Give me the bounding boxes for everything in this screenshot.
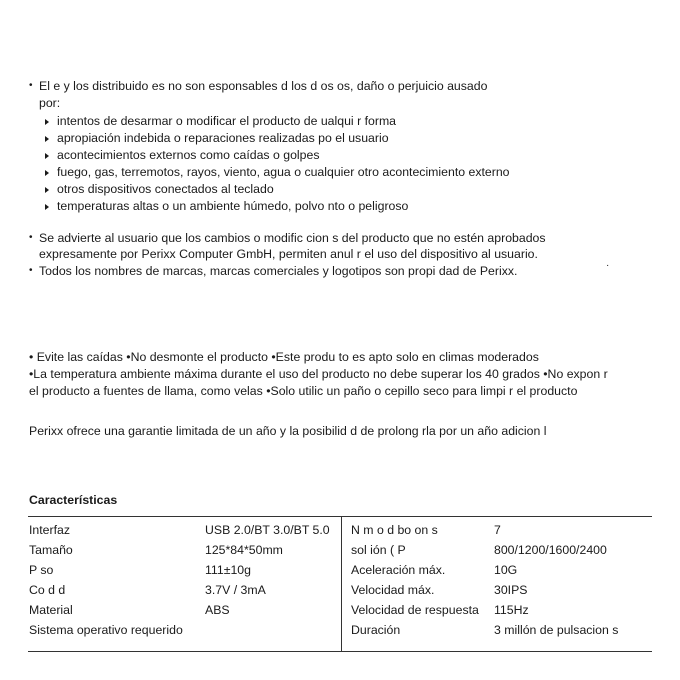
cause-item: fuego, gas, terremotos, rayos, viento, agua o cualquier otro acontecimiento externo xyxy=(57,165,510,179)
spec-value: ABS xyxy=(205,603,230,617)
specs-bottom-rule xyxy=(28,651,652,652)
spec-value: 3 millón de pulsacion s xyxy=(494,623,619,637)
arrow-bullet-icon xyxy=(45,204,49,210)
spec-label: P so xyxy=(29,563,54,577)
warranty-text: Perixx ofrece una garantie limitada de un año y la posibilid d de prolong rla por un año adicion l xyxy=(29,424,547,438)
modification-notice-cont: expresamente por Perixx Computer GmbH, permiten anul r el uso del dispositivo al usuario. xyxy=(39,247,538,261)
bullet: • xyxy=(29,80,33,91)
spec-label: Velocidad de respuesta xyxy=(351,603,479,617)
spec-value: 3.7V / 3mA xyxy=(205,583,266,597)
cause-item: intentos de desarmar o modificar el producto de ualqui r forma xyxy=(57,114,397,128)
disclaimer-intro-cont: por: xyxy=(39,96,61,110)
specs-title: Características xyxy=(29,493,118,507)
specs-top-rule xyxy=(28,516,652,517)
spec-label: Velocidad máx. xyxy=(351,583,435,597)
spec-value: 10G xyxy=(494,563,518,577)
spec-label: Duración xyxy=(351,623,401,637)
spec-label: Aceleración máx. xyxy=(351,563,446,577)
safety-line: el producto a fuentes de llama, como velas •Solo utilic un paño o cepillo seco para limpi r el producto xyxy=(29,384,578,398)
disclaimer-intro: El e y los distribuido es no son esponsables d los d os os, daño o perjuicio ausado xyxy=(39,79,488,93)
spec-label: sol ión ( P xyxy=(351,543,406,557)
cause-item: otros dispositivos conectados al teclado xyxy=(57,182,274,196)
spec-value: 30IPS xyxy=(494,583,528,597)
arrow-bullet-icon xyxy=(45,153,49,159)
bullet: • xyxy=(29,232,33,243)
spec-label: Co d d xyxy=(29,583,66,597)
spec-value: 115Hz xyxy=(494,603,529,617)
bullet: • xyxy=(29,265,33,276)
stray-mark: · xyxy=(606,260,610,271)
specs-column-divider xyxy=(341,517,342,651)
safety-line: •La temperatura ambiente máxima durante el uso del producto no debe superar los 40 grados •No expon r xyxy=(29,367,608,381)
safety-line: • Evite las caídas •No desmonte el producto •Este produ to es apto solo en climas moderados xyxy=(29,350,539,364)
spec-label: Material xyxy=(29,603,73,617)
arrow-bullet-icon xyxy=(45,136,49,142)
spec-value: 125*84*50mm xyxy=(205,543,283,557)
spec-value: 800/1200/1600/2400 xyxy=(494,543,607,557)
spec-label: N m o d bo on s xyxy=(351,523,438,537)
spec-label: Sistema operativo requerido xyxy=(29,623,183,637)
spec-value: USB 2.0/BT 3.0/BT 5.0 xyxy=(205,523,330,537)
arrow-bullet-icon xyxy=(45,170,49,176)
cause-item: apropiación indebida o reparaciones realizadas po el usuario xyxy=(57,131,389,145)
spec-value: 7 xyxy=(494,523,501,537)
cause-item: temperaturas altas o un ambiente húmedo, polvo nto o peligroso xyxy=(57,199,409,213)
spec-label: Tamaño xyxy=(29,543,73,557)
modification-notice: Se advierte al usuario que los cambios o modific cion s del producto que no estén aprobados xyxy=(39,231,546,245)
spec-value: 111±10g xyxy=(205,563,251,577)
spec-label: Interfaz xyxy=(29,523,71,537)
cause-item: acontecimientos externos como caídas o golpes xyxy=(57,148,320,162)
trademark-notice: Todos los nombres de marcas, marcas comerciales y logotipos son propi dad de Perixx. xyxy=(39,264,518,278)
arrow-bullet-icon xyxy=(45,119,49,125)
arrow-bullet-icon xyxy=(45,187,49,193)
